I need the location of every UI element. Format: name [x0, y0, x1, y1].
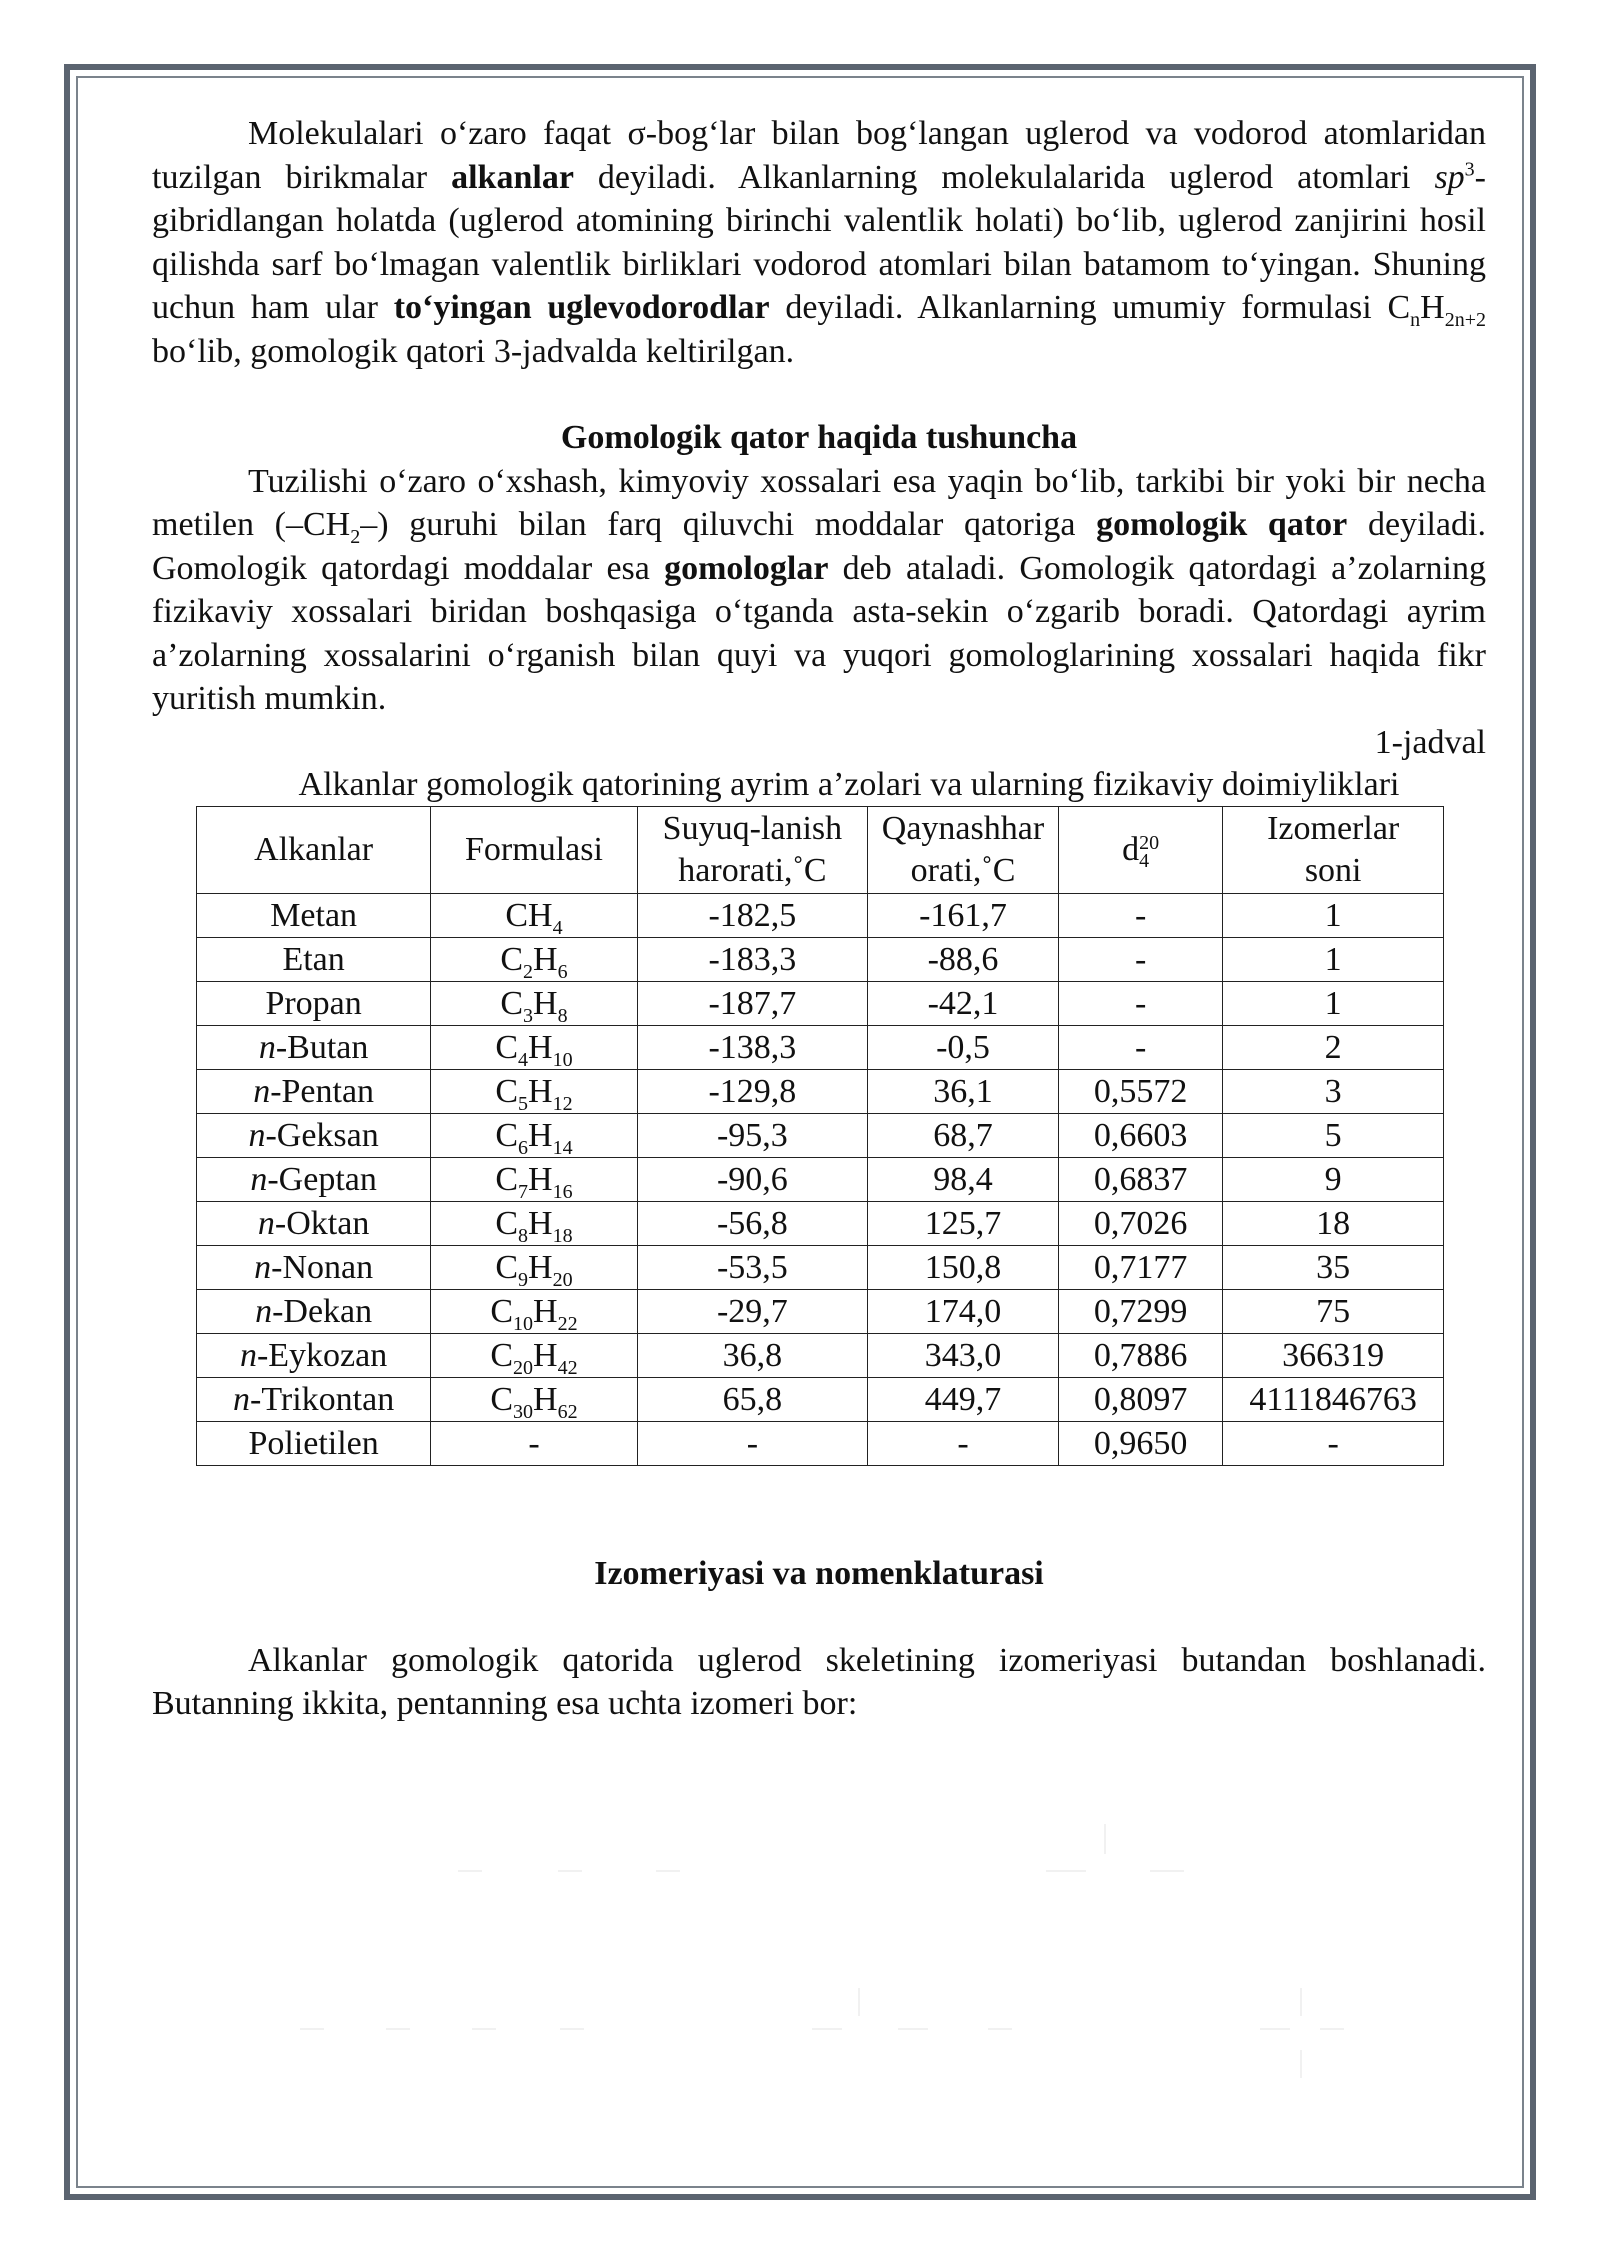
- cell-formula: $C_3H_8$: [431, 982, 637, 1026]
- cell-alkane-name: n-Trikontan: [197, 1378, 431, 1422]
- cell-density: 0,7026: [1058, 1202, 1222, 1246]
- cell-alkane-name: Propan: [197, 982, 431, 1026]
- cell-density: 0,6837: [1058, 1158, 1222, 1202]
- table-header-row: [197, 807, 1444, 894]
- cell-melting-point: -29,7: [637, 1290, 867, 1334]
- cell-alkane-name: n-Eykozan: [197, 1334, 431, 1378]
- table-row: [197, 1290, 1444, 1334]
- cell-isomers: 3: [1223, 1070, 1444, 1114]
- cell-formula: $C_{10}H_{22}$: [431, 1290, 637, 1334]
- cell-density: 0,7886: [1058, 1334, 1222, 1378]
- table-row: [197, 1114, 1444, 1158]
- cell-isomers: 1: [1223, 938, 1444, 982]
- document-body: [152, 112, 1486, 1726]
- header-density: d 20 4: [1058, 807, 1222, 894]
- cell-formula: $C_7H_{16}$: [431, 1158, 637, 1202]
- cell-formula: $C_4H_{10}$: [431, 1026, 637, 1070]
- cell-density: -: [1058, 938, 1222, 982]
- cell-density: -: [1058, 982, 1222, 1026]
- cell-density: 0,5572: [1058, 1070, 1222, 1114]
- cell-alkane-name: Metan: [197, 894, 431, 938]
- cell-melting-point: -187,7: [637, 982, 867, 1026]
- cell-melting-point: -90,6: [637, 1158, 867, 1202]
- cell-boiling-point: 343,0: [868, 1334, 1059, 1378]
- cell-melting-point: 36,8: [637, 1334, 867, 1378]
- cell-alkane-name: n-Nonan: [197, 1246, 431, 1290]
- cell-boiling-point: -: [868, 1422, 1059, 1466]
- cell-formula: $CH_4$: [431, 894, 637, 938]
- cell-alkane-name: Polietilen: [197, 1422, 431, 1466]
- cell-melting-point: -129,8: [637, 1070, 867, 1114]
- cell-boiling-point: -88,6: [868, 938, 1059, 982]
- cell-formula: $C_6H_{14}$: [431, 1114, 637, 1158]
- table-row: [197, 938, 1444, 982]
- cell-density: 0,8097: [1058, 1378, 1222, 1422]
- cell-isomers: 18: [1223, 1202, 1444, 1246]
- header-boiling-point: Qaynashhar orati,˚C: [868, 807, 1059, 894]
- cell-isomers: 2: [1223, 1026, 1444, 1070]
- cell-density: -: [1058, 894, 1222, 938]
- table-row: [197, 1070, 1444, 1114]
- cell-boiling-point: 150,8: [868, 1246, 1059, 1290]
- cell-alkane-name: n-Oktan: [197, 1202, 431, 1246]
- cell-isomers: 35: [1223, 1246, 1444, 1290]
- cell-formula: $C_5H_{12}$: [431, 1070, 637, 1114]
- cell-formula: $C_8H_{18}$: [431, 1202, 637, 1246]
- cell-melting-point: 65,8: [637, 1378, 867, 1422]
- cell-formula: $C_9H_{20}$: [431, 1246, 637, 1290]
- cell-density: 0,7299: [1058, 1290, 1222, 1334]
- cell-density: 0,7177: [1058, 1246, 1222, 1290]
- section-heading-homologous: Gomologik qator haqida tushuncha: [560, 419, 1078, 456]
- cell-boiling-point: 36,1: [868, 1070, 1059, 1114]
- cell-alkane-name: n-Butan: [197, 1026, 431, 1070]
- paragraph-alkanes-definition: Molekulalari o‘zaro faqat σ-bog‘lar bilan bog‘langan uglerod va vodorod atomlaridan tuzilgan birikmalar alkanlar deyiladi. Alkanlarning molekulalarida uglerod atomlari $sp^3$-gibridlangan holatda (uglerod atomining birinchi valentlik holati) bo‘lib, uglerod zanjirini hosil qilishda sarf bo‘lmagan valentlik birliklari vodorod atomlari bilan batamom to‘yingan. Shuning uchun ham ular to‘yingan uglevodorodlar deyiladi. Alkanlarning umumiy formulasi $C_nH_{2n+2}$ bo‘lib, gomologik qatori 3-jadvalda keltirilgan.: [152, 115, 1486, 370]
- cell-density: 0,6603: [1058, 1114, 1222, 1158]
- cell-boiling-point: -0,5: [868, 1026, 1059, 1070]
- cell-boiling-point: 174,0: [868, 1290, 1059, 1334]
- cell-boiling-point: 68,7: [868, 1114, 1059, 1158]
- table-row: [197, 1158, 1444, 1202]
- table-row: [197, 1378, 1444, 1422]
- header-isomers: Izomerlar soni: [1223, 807, 1444, 894]
- cell-boiling-point: 125,7: [868, 1202, 1059, 1246]
- cell-isomers: 5: [1223, 1114, 1444, 1158]
- cell-boiling-point: 449,7: [868, 1378, 1059, 1422]
- cell-alkane-name: n-Pentan: [197, 1070, 431, 1114]
- table-label: 1-jadval: [1374, 723, 1486, 761]
- paragraph-isomerism: Alkanlar gomologik qatorida uglerod skeletining izomeriyasi butandan boshlanadi. Butanning ikkita, pentanning esa uchta izomeri bor:: [152, 1641, 1486, 1722]
- cell-isomers: 75: [1223, 1290, 1444, 1334]
- table-row: [197, 1246, 1444, 1290]
- alkanes-table: [196, 806, 1444, 1466]
- header-melting-point: Suyuq-lanish harorati,˚C: [637, 807, 867, 894]
- cell-melting-point: -: [637, 1422, 867, 1466]
- cell-density: 0,9650: [1058, 1422, 1222, 1466]
- header-formulasi: Formulasi: [431, 807, 637, 894]
- cell-isomers: 9: [1223, 1158, 1444, 1202]
- cell-density: -: [1058, 1026, 1222, 1070]
- cell-formula: $C_2H_6$: [431, 938, 637, 982]
- table-row: [197, 1422, 1444, 1466]
- cell-formula: $C_{20}H_{42}$: [431, 1334, 637, 1378]
- cell-boiling-point: -42,1: [868, 982, 1059, 1026]
- cell-isomers: 1: [1223, 894, 1444, 938]
- cell-melting-point: -95,3: [637, 1114, 867, 1158]
- table-row: [197, 894, 1444, 938]
- cell-boiling-point: -161,7: [868, 894, 1059, 938]
- table-row: [197, 1202, 1444, 1246]
- cell-melting-point: -183,3: [637, 938, 867, 982]
- table-row: [197, 1334, 1444, 1378]
- table-caption: Alkanlar gomologik qatorining ayrim a’zolari va ularning fizikaviy doimiyliklari: [298, 766, 1400, 803]
- cell-melting-point: -56,8: [637, 1202, 867, 1246]
- cell-formula: -: [431, 1422, 637, 1466]
- cell-melting-point: -53,5: [637, 1246, 867, 1290]
- cell-isomers: 1: [1223, 982, 1444, 1026]
- cell-alkane-name: n-Dekan: [197, 1290, 431, 1334]
- cell-melting-point: -182,5: [637, 894, 867, 938]
- table-row: [197, 982, 1444, 1026]
- cell-isomers: 366319: [1223, 1334, 1444, 1378]
- cell-alkane-name: n-Geksan: [197, 1114, 431, 1158]
- cell-boiling-point: 98,4: [868, 1158, 1059, 1202]
- paragraph-homologous-series: Tuzilishi o‘zaro o‘xshash, kimyoviy xossalari esa yaqin bo‘lib, tarkibi bir yoki bir necha metilen $(-CH_2-)$ guruhi bilan farq qiluvchi moddalar qatoriga gomologik qator deyiladi. Gomologik qatordagi moddalar esa gomologlar deb ataladi. Gomologik qatordagi a’zolarning fizikaviy xossalari biridan boshqasiga o‘tganda asta-sekin o‘zgarib boradi. Qatordagi ayrim a’zolarning xossalarini o‘rganish bilan quyi va yuqori gomologlarining xossalari haqida fikr yuritish mumkin.: [152, 462, 1486, 717]
- cell-alkane-name: n-Geptan: [197, 1158, 431, 1202]
- cell-isomers: 4111846763: [1223, 1378, 1444, 1422]
- table-row: [197, 1026, 1444, 1070]
- section-heading-isomerism: Izomeriyasi va nomenklaturasi: [594, 1555, 1044, 1592]
- cell-isomers: -: [1223, 1422, 1444, 1466]
- cell-formula: $C_{30}H_{62}$: [431, 1378, 637, 1422]
- cell-alkane-name: Etan: [197, 938, 431, 982]
- header-alkanlar: Alkanlar: [197, 807, 431, 894]
- cell-melting-point: -138,3: [637, 1026, 867, 1070]
